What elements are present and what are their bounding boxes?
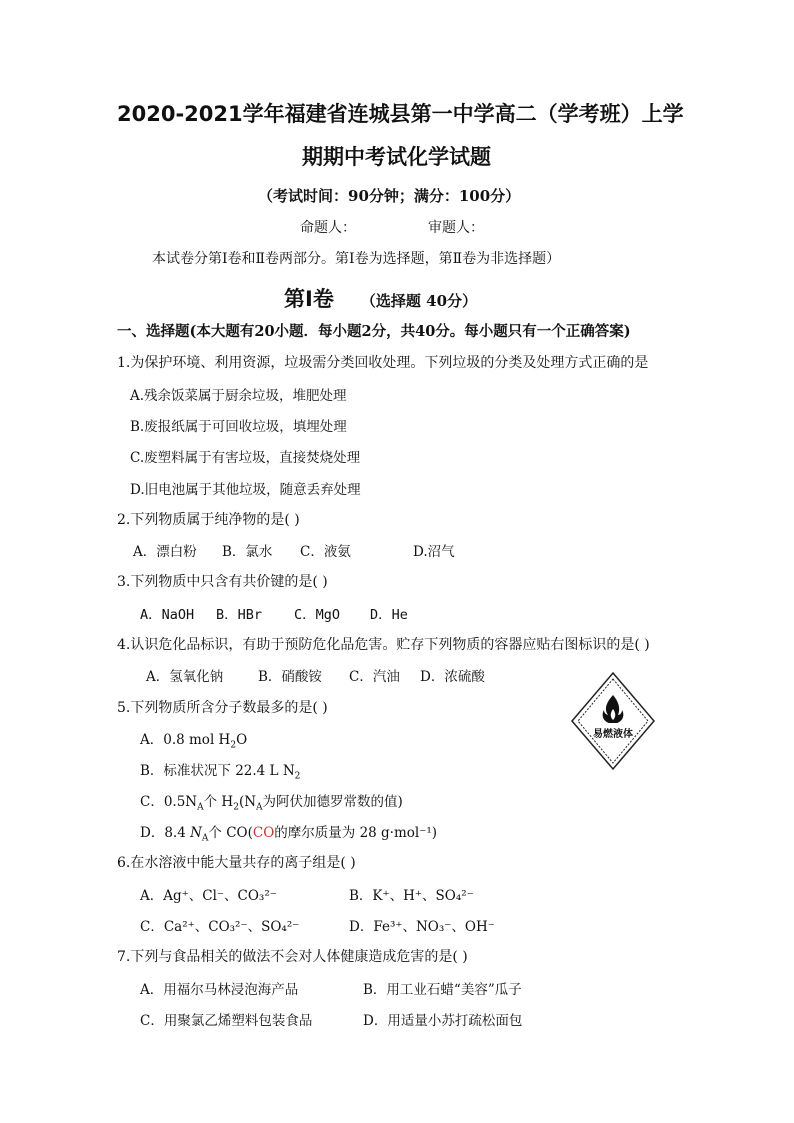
part-heading: 一、选择题(本大题有20小题．每小题2分，共40分。每小题只有一个正确答案) bbox=[117, 323, 631, 340]
q5-option-a bbox=[140, 728, 247, 751]
q7-option-d: D．用适量小苏打疏松面包 bbox=[363, 1013, 523, 1029]
section-label: 第Ⅰ卷 bbox=[284, 287, 334, 311]
flammable-liquid-hazard-sign bbox=[570, 671, 656, 771]
q3-option-a: A．NaOH bbox=[140, 607, 195, 623]
q4-stem: 4.认识危化品标识，有助于预防危化品危害。贮存下列物质的容器应贴右图标识的是( ) bbox=[117, 637, 650, 653]
q5-d-mid: 个 CO( bbox=[208, 825, 253, 841]
q2-option-c: C．液氨 bbox=[300, 544, 351, 560]
q4-option-c: C．汽油 bbox=[349, 669, 400, 685]
q5-c-sub2: 2 bbox=[233, 802, 239, 813]
title-line-1: 2020-2021学年福建省连城县第一中学高二（学考班）上学 bbox=[117, 102, 684, 126]
q5-c-mid2: (N bbox=[238, 794, 257, 810]
exam-info: （考试时间：90分钟；满分：100分） bbox=[258, 187, 521, 205]
section-heading bbox=[284, 283, 477, 313]
q5-c-sub1: A bbox=[197, 802, 204, 813]
q6-option-c: C．Ca²⁺、CO₃²⁻、SO₄²⁻ bbox=[140, 919, 300, 935]
q5-option-c bbox=[140, 790, 403, 813]
q5-a-sub: 2 bbox=[230, 740, 237, 751]
q7-option-a: A．用福尔马林浸泡海产品 bbox=[140, 982, 299, 998]
q5-b-pre: B．标准状况下 22.4 L N bbox=[140, 763, 295, 779]
title-line-2: 期期中考试化学试题 bbox=[302, 145, 491, 169]
q5-d-pre: D．8.4 bbox=[140, 825, 191, 841]
q6-option-a: A．Ag⁺、Cl⁻、CO₃²⁻ bbox=[140, 888, 277, 904]
q1-stem: 1.为保护环境、利用资源，垃圾需分类回收处理。下列垃圾的分类及处理方式正确的是 bbox=[117, 355, 649, 371]
q2-option-d: D.沼气 bbox=[413, 544, 455, 560]
q1-option-c: C.废塑料属于有害垃圾，直接焚烧处理 bbox=[130, 450, 361, 466]
q5-option-b bbox=[140, 759, 300, 782]
q7-option-b: B．用工业石蜡“美容”瓜子 bbox=[363, 982, 522, 998]
q1-option-a: A.残余饭菜属于厨余垃圾，堆肥处理 bbox=[130, 388, 347, 404]
q2-option-a: A．漂白粉 bbox=[133, 544, 197, 560]
q3-option-b: B．HBr bbox=[216, 607, 263, 623]
q5-b-sub: 2 bbox=[294, 771, 301, 782]
proposer-label: 命题人： bbox=[300, 220, 356, 236]
q1-option-d: D.旧电池属于其他垃圾，随意丢弃处理 bbox=[130, 482, 361, 498]
q4-option-a: A．氢氧化钠 bbox=[146, 669, 224, 685]
section-note: （选择题 40分） bbox=[360, 292, 478, 310]
q3-stem: 3.下列物质中只含有共价键的是( ) bbox=[117, 574, 328, 590]
q3-option-d: D．He bbox=[370, 607, 408, 623]
q1-option-b: B.废报纸属于可回收垃圾，填埋处理 bbox=[130, 419, 347, 435]
q5-c-post: 为阿伏加德罗常数的值) bbox=[262, 794, 403, 810]
q5-d-na: N bbox=[190, 825, 202, 841]
q3-option-c: C．MgO bbox=[294, 607, 341, 623]
q5-a-pre: A．0.8 mol H bbox=[140, 732, 231, 748]
q4-option-b: B．硝酸铵 bbox=[258, 669, 322, 685]
q5-c-sub3: A bbox=[256, 802, 263, 813]
reviewer-label: 审题人： bbox=[428, 220, 484, 236]
q5-option-d bbox=[140, 821, 437, 844]
q6-stem: 6.在水溶液中能大量共存的离子组是( ) bbox=[117, 855, 356, 871]
q6-option-b: B．K⁺、H⁺、SO₄²⁻ bbox=[349, 888, 474, 904]
q4-option-d: D．浓硫酸 bbox=[420, 669, 485, 685]
q5-c-mid: 个 H bbox=[203, 794, 234, 810]
q7-option-c: C．用聚氯乙烯塑料包装食品 bbox=[140, 1013, 313, 1029]
q2-option-b: B．氯水 bbox=[222, 544, 273, 560]
q5-d-sub: A bbox=[201, 833, 209, 844]
q5-d-red: CO bbox=[252, 825, 275, 841]
q6-option-d: D．Fe³⁺、NO₃⁻、OH⁻ bbox=[349, 919, 495, 935]
q7-stem: 7.下列与食品相关的做法不会对人体健康造成危害的是( ) bbox=[117, 949, 468, 965]
q2-stem: 2.下列物质属于纯净物的是( ) bbox=[117, 512, 300, 528]
q5-stem: 5.下列物质所含分子数最多的是( ) bbox=[117, 700, 328, 716]
hazard-label: 易燃液体 bbox=[593, 729, 633, 740]
intro-text: 本试卷分第Ⅰ卷和Ⅱ卷两部分。第Ⅰ卷为选择题，第Ⅱ卷为非选择题） bbox=[152, 251, 561, 267]
q5-d-post: 的摩尔质量为 28 g·mol⁻¹) bbox=[274, 825, 438, 841]
q5-c-pre: C．0.5N bbox=[140, 794, 198, 810]
q5-a-post: O bbox=[236, 732, 248, 748]
